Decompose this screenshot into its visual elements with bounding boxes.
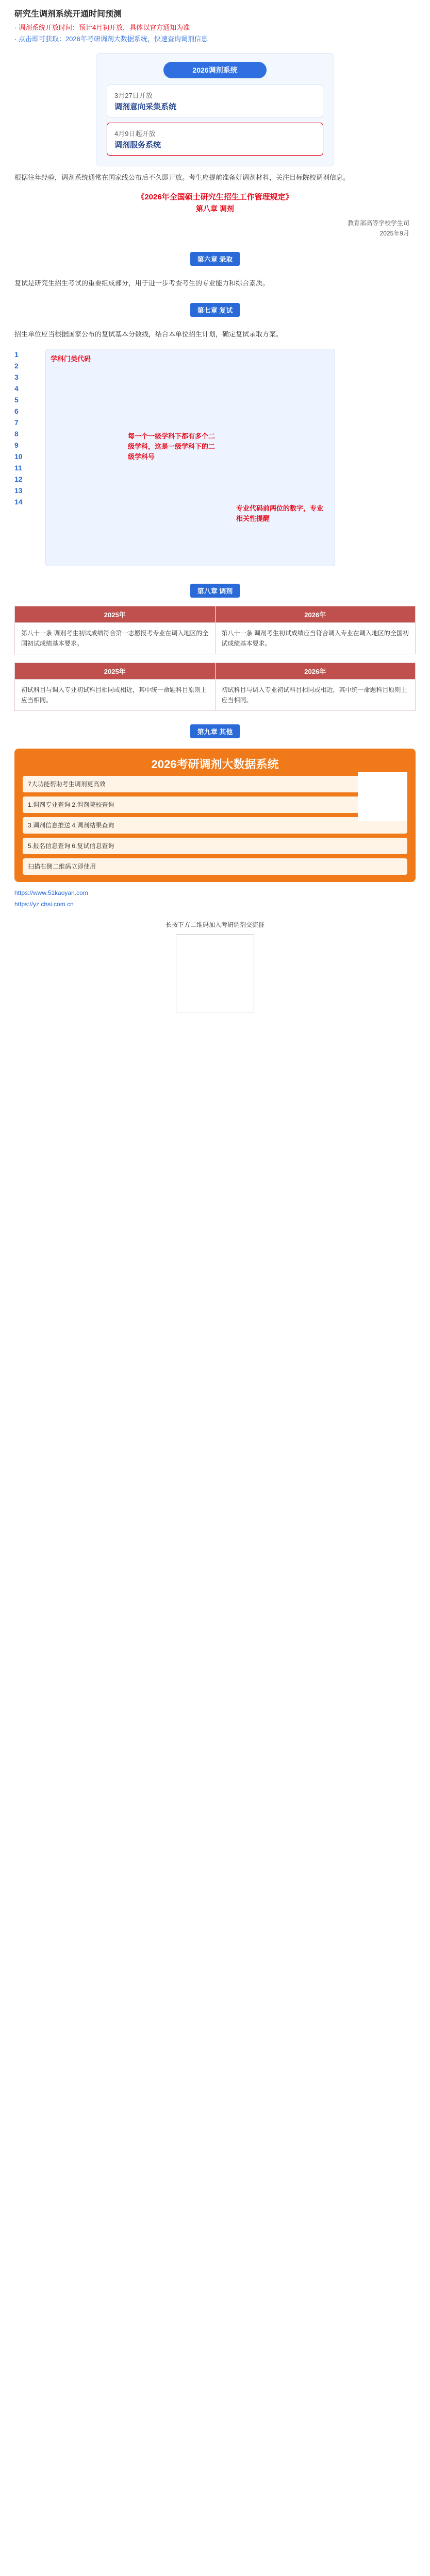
page-title: 研究生调剂系统开通时间预测 [14, 10, 122, 19]
link-2[interactable]: https://yz.chsi.com.cn [14, 901, 74, 908]
callout-mid: 每一个一级学科下都有多个二级学科，这是一级学科下的二级学科号 [128, 432, 216, 461]
row-label: 14 [14, 498, 23, 506]
compare-body [15, 622, 415, 654]
subject-code-diagram [14, 349, 416, 570]
row-label: 3 [14, 373, 19, 381]
doc-title: 《2026年全国硕士研究生招生工作管理规定》 [137, 193, 293, 201]
row-label: 11 [14, 464, 22, 472]
promo-banner [14, 749, 416, 882]
compare-year-2025: 2025年 [15, 663, 215, 679]
compare-right: 第八十一条 调剂考生初试成绩应当符合调入专业在调入地区的全国初试成绩基本要求。 [215, 622, 416, 654]
row-labels [14, 349, 45, 507]
tip-line-1: · 调剂系统开放时间：预计4月初开放，具体以官方通知为准 [14, 24, 190, 31]
system-item-1 [107, 84, 323, 117]
row-label: 5 [14, 396, 19, 404]
banner-row: 1.调剂专业查询 2.调剂院校查询 [23, 796, 407, 813]
qr-code-icon[interactable] [176, 934, 254, 1012]
compare-year-2025: 2025年 [15, 606, 215, 622]
system-item-2-date: 4月9日起开放 [114, 130, 156, 138]
qr-footer-text: 长按下方二维码加入考研调剂交流群 [165, 921, 264, 928]
row-label: 6 [14, 407, 19, 415]
row-label: 8 [14, 430, 19, 438]
callout-left: 学科门类代码 [51, 355, 91, 363]
signature [0, 214, 430, 239]
row-label: 4 [14, 384, 19, 393]
row-label: 13 [14, 486, 23, 495]
doc-subtitle: 第八章 调剂 [196, 205, 234, 213]
compare-year-2026: 2026年 [215, 606, 416, 622]
compare-table-2 [14, 663, 416, 711]
system-item-1-date: 3月27日开放 [114, 92, 153, 99]
compare-head [15, 606, 415, 622]
compare-year-2026: 2026年 [215, 663, 416, 679]
chapter-tag-8: 第八章 调剂 [190, 584, 240, 598]
link-1[interactable]: https://www.51kaoyan.com [14, 889, 88, 896]
row-label: 9 [14, 441, 19, 449]
banner-row: 7大功能帮助考生调剂更高效 [23, 776, 407, 792]
compare-table-1 [14, 606, 416, 654]
chapter-tag-6: 第六章 录取 [190, 252, 240, 266]
compare-left: 初试科目与调入专业初试科目相同或相近，其中统一命题科目原则上应当相同。 [15, 679, 215, 710]
paragraph-2: 招生单位应当根据国家公布的复试基本分数线，结合本单位招生计划，确定复试录取方案。 [14, 330, 283, 338]
paragraph-1: 复试是研究生招生考试的重要组成部分，用于进一步考查考生的专业能力和综合素质。 [14, 279, 270, 287]
signature-line-2: 2025年9月 [379, 230, 409, 237]
tip-line-2[interactable]: · 点击即可获取：2026年考研调剂大数据系统，快速查询调剂信息 [14, 35, 208, 43]
row-label: 10 [14, 452, 23, 461]
signature-line-1: 教育部高等学校学生司 [347, 219, 409, 227]
system-item-1-name: 调剂意向采集系统 [114, 103, 177, 111]
system-item-2-name: 调剂服务系统 [114, 141, 161, 149]
banner-row: 扫描右侧二维码立即使用 [23, 858, 407, 875]
banner-title: 2026考研调剂大数据系统 [151, 758, 279, 771]
banner-row: 5.报名信息查询 6.复试信息查询 [23, 838, 407, 854]
qr-footer [148, 920, 282, 1012]
chapter-tag-9: 第九章 其他 [190, 724, 240, 738]
row-label: 7 [14, 418, 19, 427]
compare-body [15, 679, 415, 710]
link-list [0, 882, 430, 910]
callout-right: 专业代码前两位的数字，专业相关性提醒 [236, 504, 324, 522]
row-label: 1 [14, 350, 19, 359]
compare-left: 第八十一条 调剂考生初试成绩符合第一志愿报考专业在调入地区的全国初试成绩基本要求。 [15, 622, 215, 654]
compare-head [15, 663, 415, 679]
system-pill: 2026调剂系统 [163, 62, 267, 78]
compare-right: 初试科目与调入专业初试科目相同或相近，其中统一命题科目原则上应当相同。 [215, 679, 416, 710]
tip-list [0, 22, 430, 45]
banner-row: 3.调剂信息推送 4.调剂结果查询 [23, 817, 407, 834]
system-box [96, 53, 334, 166]
row-label: 2 [14, 362, 19, 370]
chapter-tag-7: 第七章 复试 [190, 303, 240, 317]
intro-paragraph: 根据往年经验，调剂系统通常在国家线公布后不久即开放。考生应提前准备好调剂材料，关注目标院校调剂信息。 [14, 174, 350, 181]
system-item-2 [107, 123, 323, 156]
qr-code-icon[interactable] [358, 772, 407, 821]
row-label: 12 [14, 475, 23, 483]
